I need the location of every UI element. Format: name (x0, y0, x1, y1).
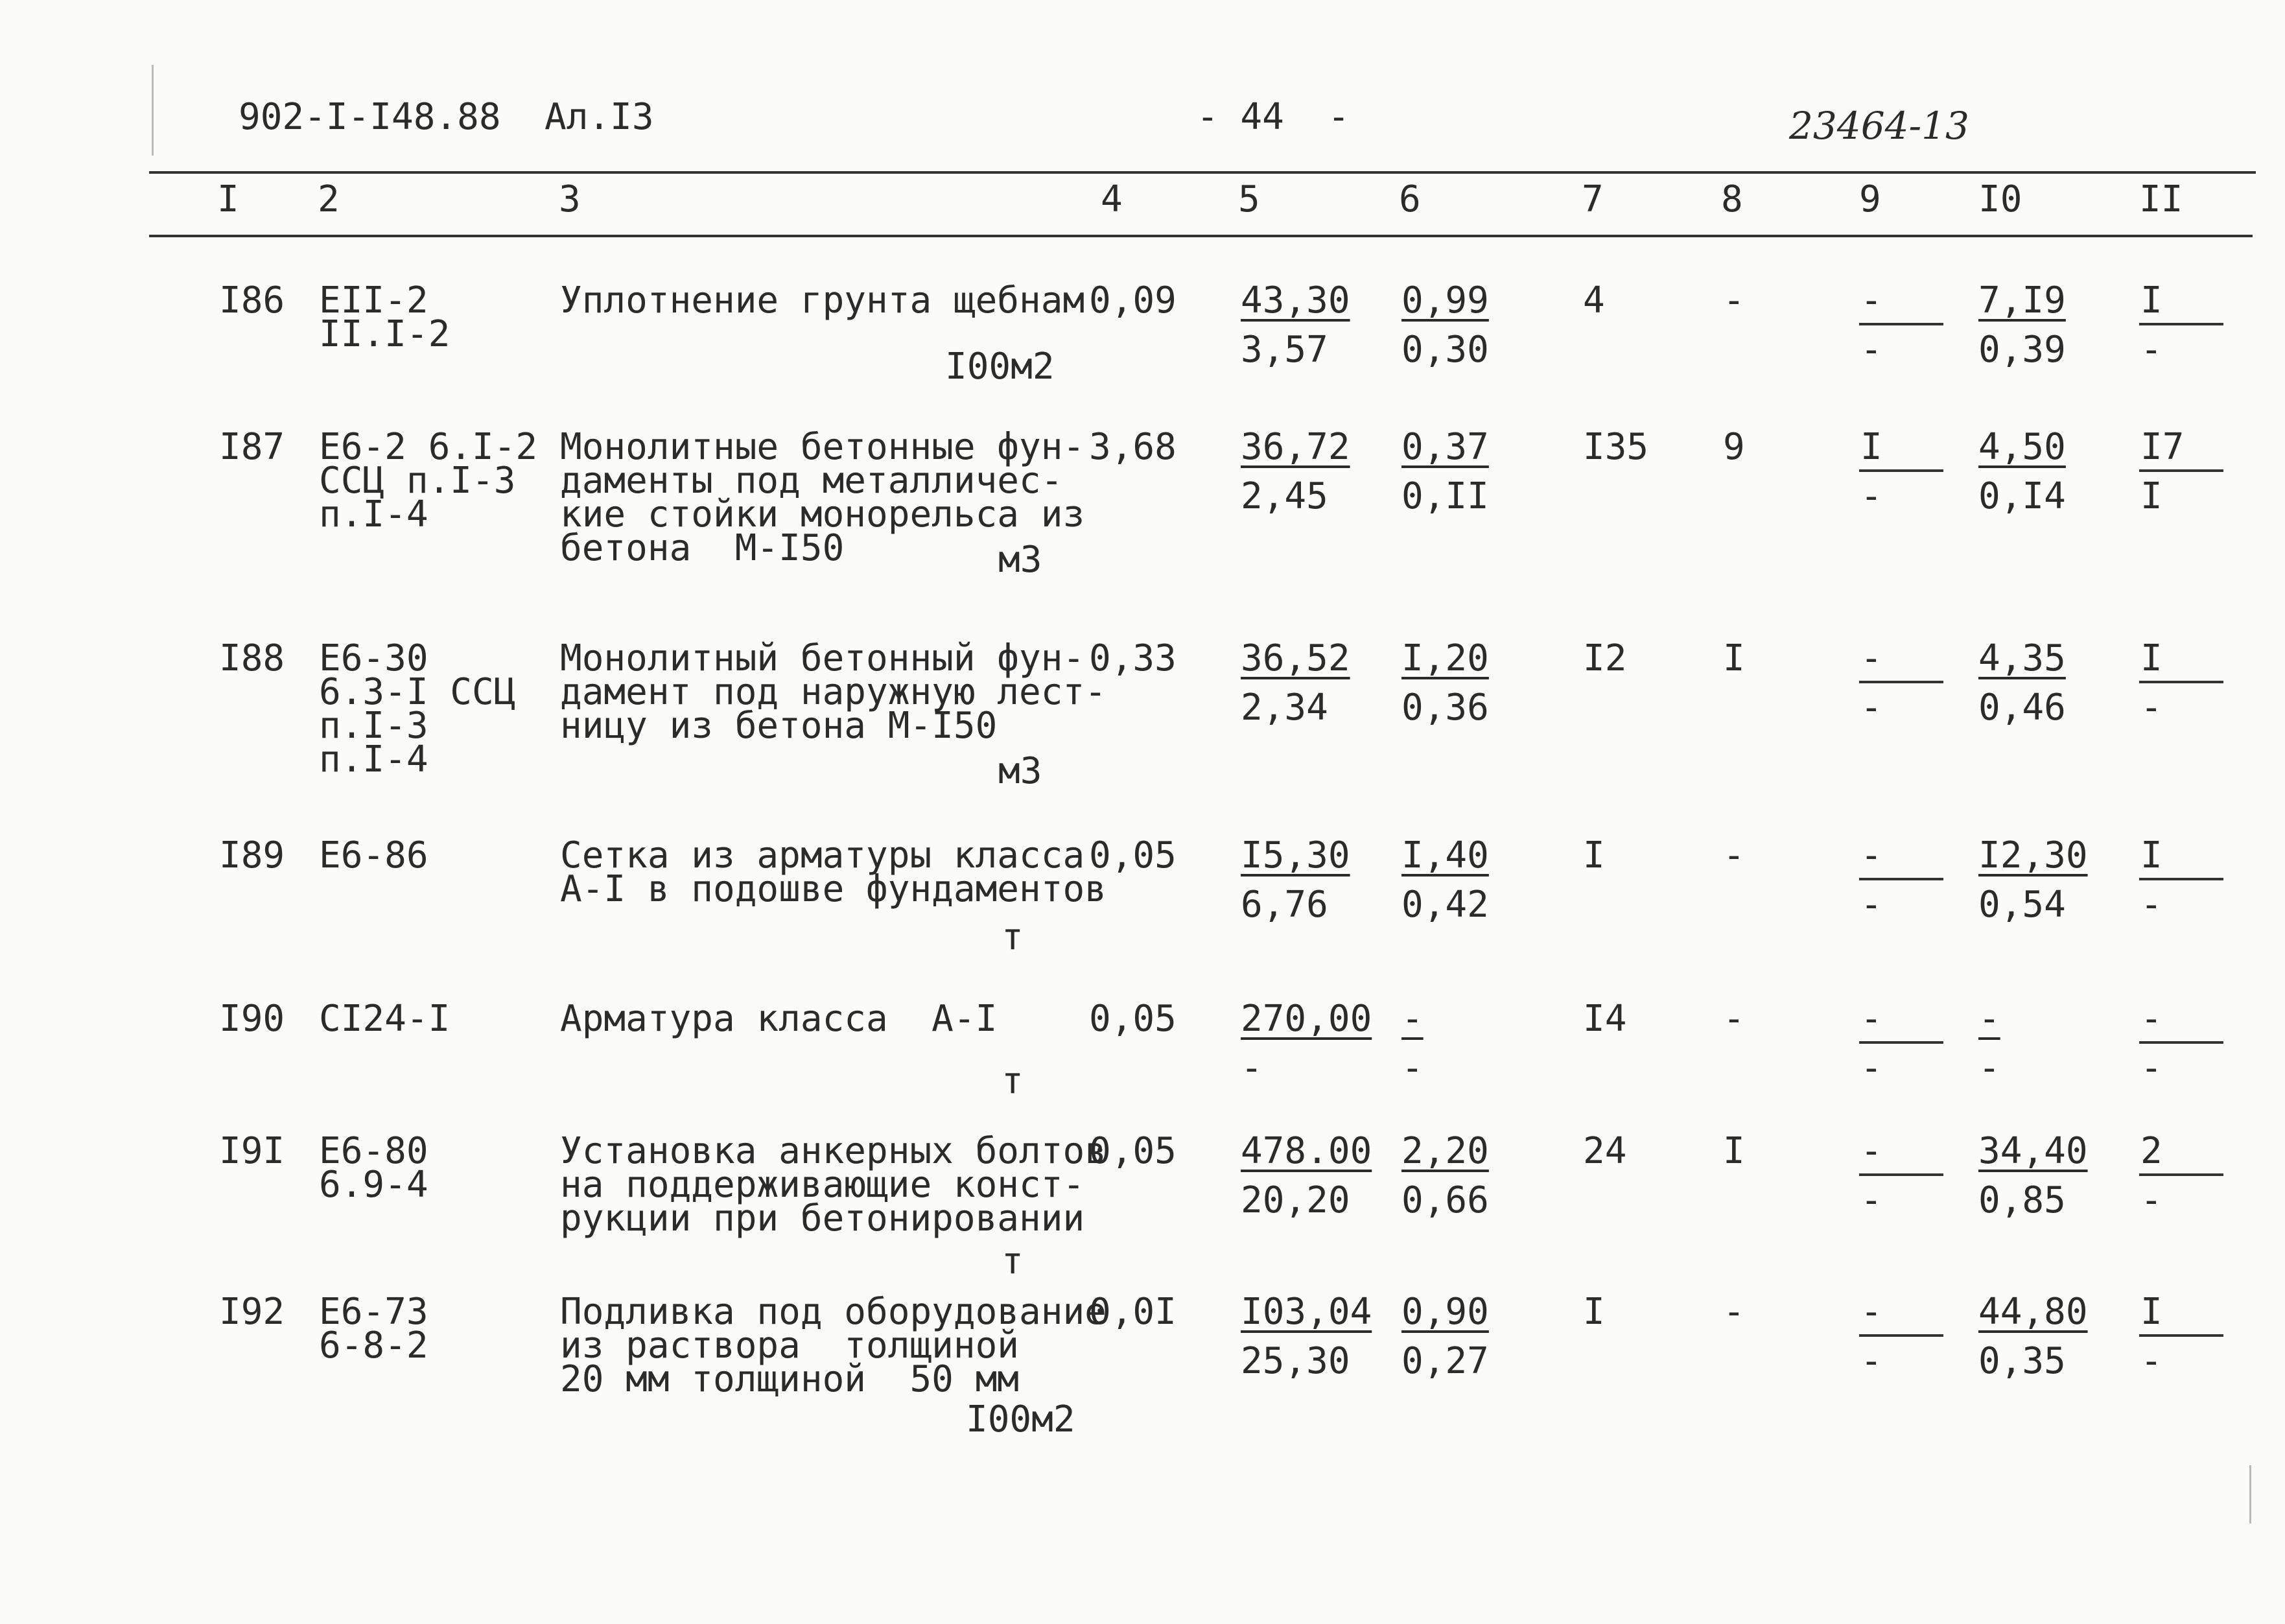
col11-bottom-value: - (2140, 687, 2162, 729)
col7-value: 24 (1583, 1130, 1627, 1172)
col11-fraction-line (2139, 1173, 2223, 1176)
col11-fraction-line (2139, 1041, 2223, 1044)
col5-bottom-value: 2,45 (1241, 475, 1328, 517)
col10-bottom-value: 0,46 (1978, 687, 2066, 729)
column-header-9: 9 (1859, 178, 1881, 220)
col10-bottom-value: 0,39 (1978, 329, 2066, 371)
col9-bottom-value: - (1860, 329, 1882, 371)
col9-fraction-line (1859, 469, 1943, 472)
col4-value: 0,09 (1089, 279, 1177, 322)
col11-bottom-value: - (2140, 1047, 2162, 1089)
col9-top-value: - (1860, 998, 1882, 1040)
col8-value: - (1723, 834, 1745, 877)
col4-value: 0,05 (1089, 1130, 1177, 1172)
column-header-4: 4 (1101, 178, 1123, 220)
col9-bottom-value: - (1860, 1340, 1882, 1382)
document-code: 902-I-I48.88 Ал.I3 (239, 96, 654, 138)
col6-bottom-value: 0,42 (1401, 884, 1489, 926)
col5-bottom-value: 2,34 (1241, 687, 1328, 729)
col9-bottom-value: - (1860, 687, 1882, 729)
col9-top-value: - (1860, 1130, 1882, 1172)
col11-top-value: I7 (2140, 426, 2185, 468)
col11-fraction-line (2139, 469, 2223, 472)
row-code: E6-30 6.3-I ССЦ п.I-3 п.I-4 (319, 637, 516, 781)
col5-top-value: I03,04 (1241, 1291, 1372, 1333)
col6-bottom-value: 0,36 (1401, 687, 1489, 729)
row-number: I92 (219, 1291, 285, 1333)
col8-value: I (1723, 637, 1745, 679)
handwritten-reference: 23464-13 (1789, 104, 1969, 148)
col6-top-value: 0,99 (1401, 279, 1489, 322)
row-code: CI24-I (319, 998, 451, 1040)
row-unit: I00м2 (945, 346, 1055, 388)
col9-fraction-line (1859, 681, 1943, 683)
col4-value: 0,05 (1089, 998, 1177, 1040)
col6-bottom-value: 0,66 (1401, 1179, 1489, 1221)
row-number: I86 (219, 279, 285, 322)
col4-value: 3,68 (1089, 426, 1177, 468)
col6-bottom-value: 0,30 (1401, 329, 1489, 371)
col11-bottom-value: I (2140, 475, 2162, 517)
col9-top-value: - (1860, 1291, 1882, 1333)
col8-value: - (1723, 998, 1745, 1040)
col5-top-value: 36,52 (1241, 637, 1350, 679)
row-unit: т (1002, 1060, 1024, 1102)
row-description: Монолитные бетонные фун- даменты под металличес- кие стойки монорельса из бетона М-I50 (560, 426, 1085, 569)
row-unit: м3 (998, 750, 1042, 792)
scan-mark (2249, 1465, 2251, 1524)
col11-top-value: - (2140, 998, 2162, 1040)
col9-bottom-value: - (1860, 1047, 1882, 1089)
col10-bottom-value: 0,54 (1978, 884, 2066, 926)
col5-bottom-value: 25,30 (1241, 1340, 1350, 1382)
col5-top-value: I5,30 (1241, 834, 1350, 877)
col10-bottom-value: 0,85 (1978, 1179, 2066, 1221)
row-code: E6-2 6.I-2 ССЦ п.I-3 п.I-4 (319, 426, 538, 535)
col6-top-value: 2,20 (1401, 1130, 1489, 1172)
column-header-2: 2 (318, 178, 340, 220)
row-number: I88 (219, 637, 285, 679)
col6-top-value: - (1401, 998, 1424, 1040)
col9-top-value: - (1860, 279, 1882, 322)
col10-bottom-value: - (1978, 1047, 2000, 1089)
col10-top-value: - (1978, 998, 2000, 1040)
col11-bottom-value: - (2140, 1179, 2162, 1221)
col10-bottom-value: 0,I4 (1978, 475, 2066, 517)
col5-bottom-value: 3,57 (1241, 329, 1328, 371)
col7-value: I2 (1583, 637, 1627, 679)
column-header-8: 8 (1721, 178, 1743, 220)
row-number: I90 (219, 998, 285, 1040)
col10-top-value: 34,40 (1978, 1130, 2088, 1172)
col10-top-value: 4,35 (1978, 637, 2066, 679)
col4-value: 0,0I (1089, 1291, 1177, 1333)
row-description: Подливка под оборудование из раствора толщиной 20 мм толщиной 50 мм (560, 1291, 1107, 1400)
table-header-rule (149, 235, 2253, 237)
col11-fraction-line (2139, 878, 2223, 880)
col5-top-value: 270,00 (1241, 998, 1372, 1040)
col7-value: I4 (1583, 998, 1627, 1040)
col11-fraction-line (2139, 323, 2223, 325)
col9-top-value: - (1860, 834, 1882, 877)
row-number: I89 (219, 834, 285, 877)
col6-top-value: 0,90 (1401, 1291, 1489, 1333)
row-description: Установка анкерных болтов на поддерживающие конст- рукции при бетонировании (560, 1130, 1107, 1240)
col11-bottom-value: - (2140, 884, 2162, 926)
col11-top-value: I (2140, 1291, 2162, 1333)
col8-value: - (1723, 1291, 1745, 1333)
row-unit: т (1002, 916, 1024, 958)
row-unit: I00м2 (966, 1398, 1075, 1441)
col9-bottom-value: - (1860, 475, 1882, 517)
row-number: I9I (219, 1130, 285, 1172)
col7-value: I (1583, 1291, 1605, 1333)
row-code: EII-2 II.I-2 (319, 279, 451, 355)
col10-top-value: 7,I9 (1978, 279, 2066, 322)
row-description: Монолитный бетонный фун- дамент под наружную лест- ницу из бетона М-I50 (560, 637, 1107, 747)
column-header-11: II (2139, 178, 2183, 220)
column-header-5: 5 (1238, 178, 1260, 220)
col6-bottom-value: 0,II (1401, 475, 1489, 517)
column-header-7: 7 (1582, 178, 1604, 220)
col10-bottom-value: 0,35 (1978, 1340, 2066, 1382)
col7-value: 4 (1583, 279, 1605, 322)
row-code: E6-73 6-8-2 (319, 1291, 428, 1367)
col9-fraction-line (1859, 1334, 1943, 1337)
col7-value: I (1583, 834, 1605, 877)
col11-fraction-line (2139, 1334, 2223, 1337)
col7-value: I35 (1583, 426, 1649, 468)
row-code: E6-86 (319, 834, 428, 877)
table-top-rule (149, 171, 2256, 174)
column-header-6: 6 (1399, 178, 1421, 220)
col6-bottom-value: - (1401, 1047, 1424, 1089)
col10-top-value: I2,30 (1978, 834, 2088, 877)
column-header-1: I (217, 178, 239, 220)
column-header-10: I0 (1978, 178, 2022, 220)
row-code: E6-80 6.9-4 (319, 1130, 428, 1206)
row-unit: т (1002, 1240, 1024, 1282)
col11-top-value: I (2140, 279, 2162, 322)
page-number: - 44 - (1197, 96, 1350, 138)
col5-top-value: 478.00 (1241, 1130, 1372, 1172)
col11-top-value: I (2140, 834, 2162, 877)
col8-value: - (1723, 279, 1745, 322)
col6-top-value: I,40 (1401, 834, 1489, 877)
col9-bottom-value: - (1860, 1179, 1882, 1221)
col8-value: 9 (1723, 426, 1745, 468)
row-description: Сетка из арматуры класса А-I в подошве фундаментов (560, 834, 1107, 910)
col6-bottom-value: 0,27 (1401, 1340, 1489, 1382)
row-number: I87 (219, 426, 285, 468)
col9-top-value: I (1860, 426, 1882, 468)
col9-fraction-line (1859, 1173, 1943, 1176)
col9-fraction-line (1859, 1041, 1943, 1044)
col9-top-value: - (1860, 637, 1882, 679)
col8-value: I (1723, 1130, 1745, 1172)
row-description: Арматура класса А-I (560, 998, 998, 1040)
col9-fraction-line (1859, 323, 1943, 325)
col9-bottom-value: - (1860, 884, 1882, 926)
col11-top-value: 2 (2140, 1130, 2162, 1172)
col10-top-value: 4,50 (1978, 426, 2066, 468)
col5-bottom-value: 6,76 (1241, 884, 1328, 926)
column-header-3: 3 (559, 178, 581, 220)
col10-top-value: 44,80 (1978, 1291, 2088, 1333)
col5-top-value: 43,30 (1241, 279, 1350, 322)
col9-fraction-line (1859, 878, 1943, 880)
col11-fraction-line (2139, 681, 2223, 683)
col5-bottom-value: 20,20 (1241, 1179, 1350, 1221)
col11-top-value: I (2140, 637, 2162, 679)
col6-top-value: I,20 (1401, 637, 1489, 679)
col11-bottom-value: - (2140, 329, 2162, 371)
row-unit: м3 (998, 539, 1042, 581)
scan-mark (152, 65, 154, 156)
col11-bottom-value: - (2140, 1340, 2162, 1382)
col6-top-value: 0,37 (1401, 426, 1489, 468)
row-description: Уплотнение грунта щебнам (560, 279, 1085, 322)
col4-value: 0,33 (1089, 637, 1177, 679)
col4-value: 0,05 (1089, 834, 1177, 877)
col5-bottom-value: - (1241, 1047, 1263, 1089)
col5-top-value: 36,72 (1241, 426, 1350, 468)
